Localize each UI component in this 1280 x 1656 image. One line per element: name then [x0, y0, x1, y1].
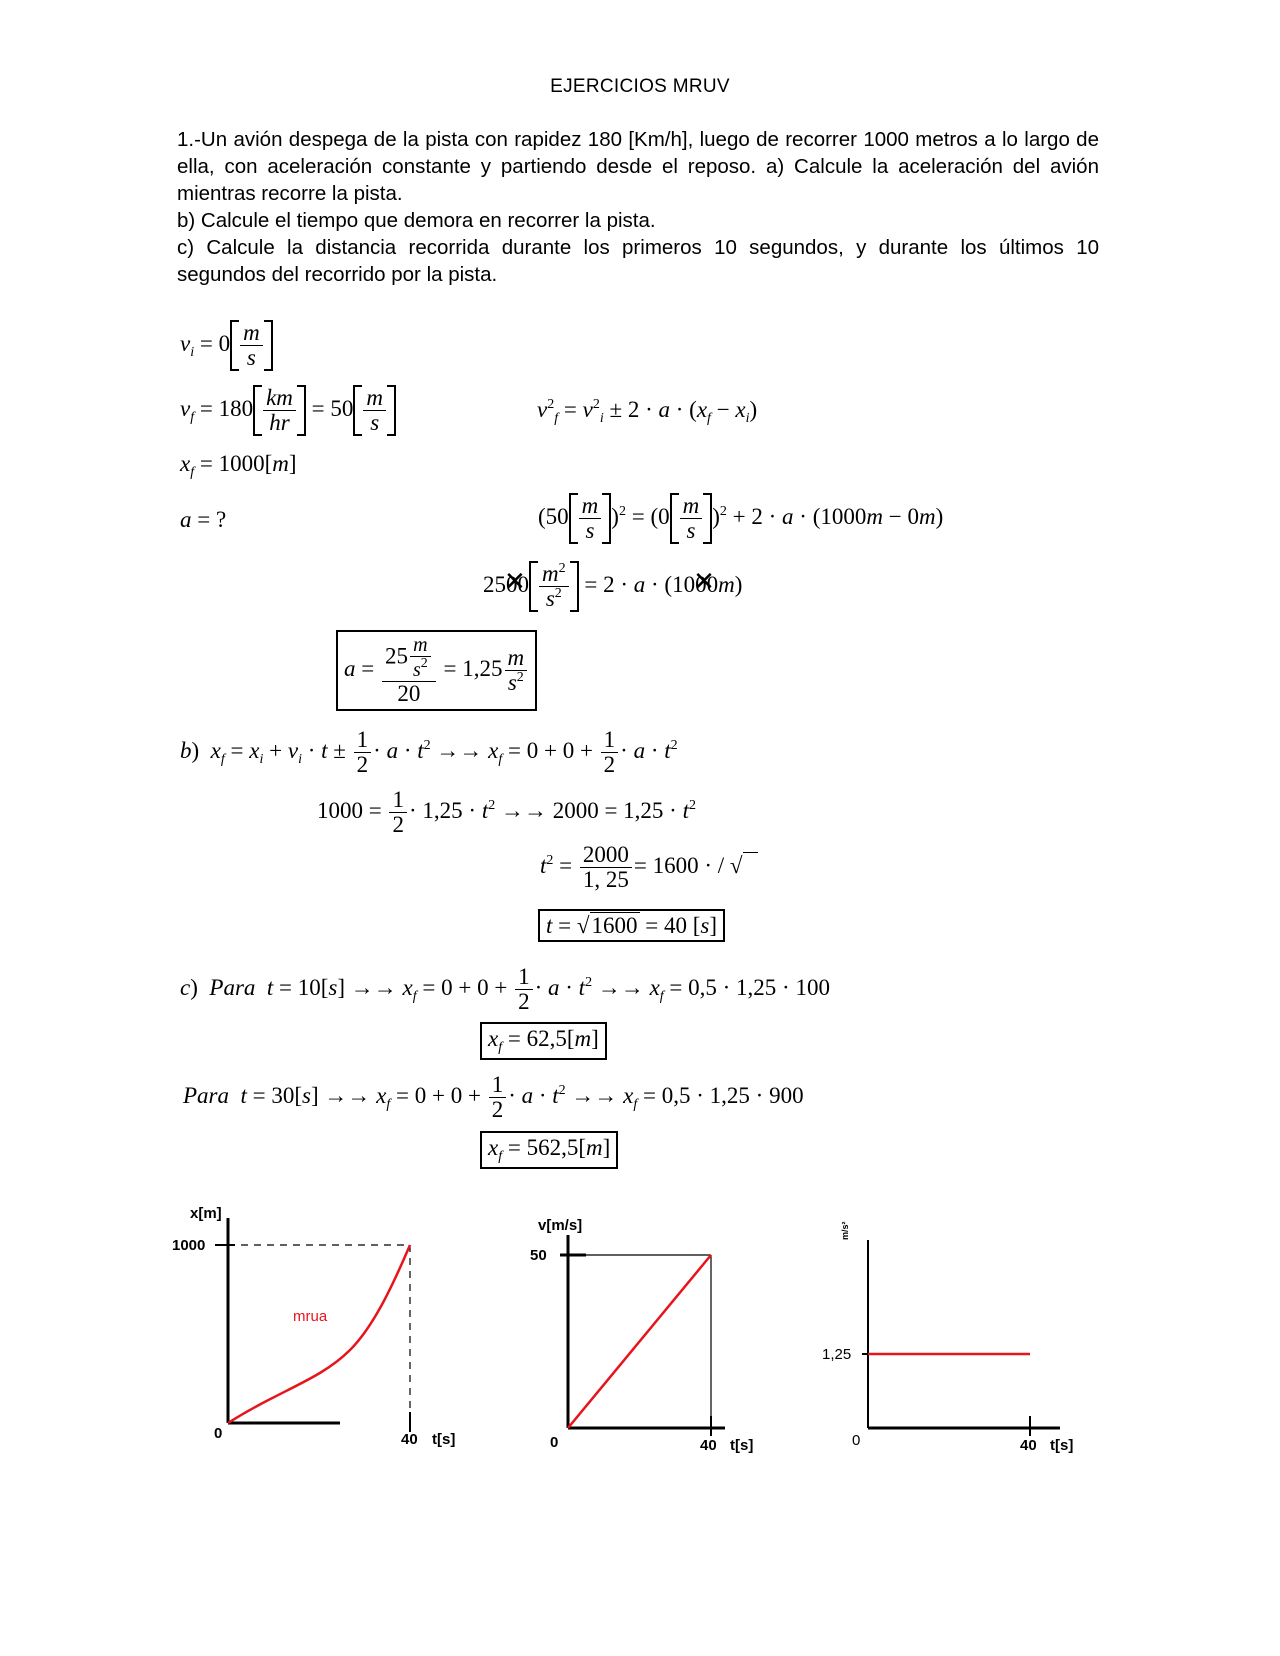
document-title: EJERCICIOS MRUV	[550, 76, 730, 97]
equation-time-2: $t^2$ = $\frac{2000}{1, 25}$ = 1600 · / √	[540, 843, 758, 892]
velocity-time-graph	[530, 1210, 810, 1470]
x-tick-label: 40	[700, 1437, 717, 1454]
origin-label: 0	[214, 1425, 223, 1442]
position-time-graph	[170, 1200, 480, 1470]
x-tick-label: 40	[1020, 1437, 1037, 1454]
position-curve	[228, 1245, 410, 1423]
equation-vf: $v_f = 180$ $\frac{km}{hr}$ = 50 $\frac{m}{s}$	[180, 385, 396, 436]
equation-time-1: 1000 = $\frac{1}{2}$ · $1,25 \cdot t^2 \to\to 2000 = 1,25 \cdot t^2$	[317, 787, 696, 838]
equation-c-30s: Para $t = 30[s] \to\to x_f = 0 + 0$ + $\frac{1}{2}$ · $a \cdot t^2 \to\to x_f = 0,5 \cdot 1,25 \cdot 900$	[183, 1072, 804, 1123]
equation-position-b: b) $x_f = x_i + v_i \cdot t$ ± $\frac{1}{2}$ · $a \cdot t^2 \to\to x_f = 0 + 0$ + $\frac{1}{2}$ · $a \cdot t^2$	[180, 727, 678, 778]
result-acceleration: a = 25 $\frac{m}{s^2}$ 20 = 1,25 $\frac{m}{s^2}$	[336, 630, 537, 711]
equation-torricelli: $v^2_f = v^2_i \pm 2 \cdot a \cdot (x_f - x_i)$	[537, 397, 758, 426]
equation-c-10s: c) Para $t = 10[s] \to\to x_f = 0 + 0$ + $\frac{1}{2}$ · $a \cdot t^2 \to\to x_f = 0,5 \cdot 1,25 \cdot 100$	[180, 964, 830, 1015]
y-axis-label: v[m/s]	[538, 1217, 583, 1234]
x-tick-label: 40	[401, 1431, 418, 1448]
problem-text-a: 1.-Un avión despega de la pista con rapidez 180 [Km/h], luego de recorrer 1000 metros a lo largo de ella, con aceleración constante y partiendo desde el reposo. a) Calcule la aceleración del avión mientras recorre la pista.	[177, 128, 1099, 205]
curve-label: mrua	[293, 1308, 328, 1325]
equation-vi: $v_i = 0$ $\frac{m}{s}$	[180, 320, 273, 371]
x-axis-label: t[s]	[730, 1437, 754, 1454]
acceleration-time-graph	[810, 1210, 1090, 1470]
result-time: t = √1600 = 40 [s]	[538, 909, 725, 942]
problem-text-b: b) Calcule el tiempo que demora en recorrer la pista.	[177, 209, 656, 232]
equation-simplified: 2500 ✕ $\frac{m^2}{s^2}$ = 2 · a · (1000 ✕m)	[483, 561, 742, 612]
y-tick-label: 1000	[172, 1237, 206, 1254]
y-tick-label: 50	[530, 1247, 547, 1264]
velocity-line	[568, 1255, 711, 1428]
equation-xf: $x_f = 1000[m]$	[180, 451, 297, 480]
y-axis-label: x[m]	[190, 1205, 222, 1222]
origin-label: 0	[550, 1434, 559, 1451]
y-tick-label: 1,25	[822, 1346, 852, 1363]
equation-a-unknown: a = ?	[180, 507, 227, 532]
result-distance-10s: $x_f = 62,5[m]$	[480, 1022, 607, 1060]
origin-label: 0	[852, 1432, 861, 1449]
y-axis-label: m/s²	[840, 1221, 850, 1240]
problem-statement	[177, 126, 1099, 288]
x-axis-label: t[s]	[1050, 1437, 1074, 1454]
x-axis-label: t[s]	[432, 1431, 456, 1448]
problem-text-c: c) Calcule la distancia recorrida durante los primeros 10 segundos, y durante los últimos 10 segundos del recorrido por la pista.	[177, 236, 1099, 286]
equation-substitution: (50 $\frac{m}{s}$ )$^2$ = (0 $\frac{m}{s}$ )$^2$ + 2 · a · (1000m − 0m)	[538, 493, 944, 544]
result-distance-30s: $x_f = 562,5[m]$	[480, 1131, 618, 1169]
